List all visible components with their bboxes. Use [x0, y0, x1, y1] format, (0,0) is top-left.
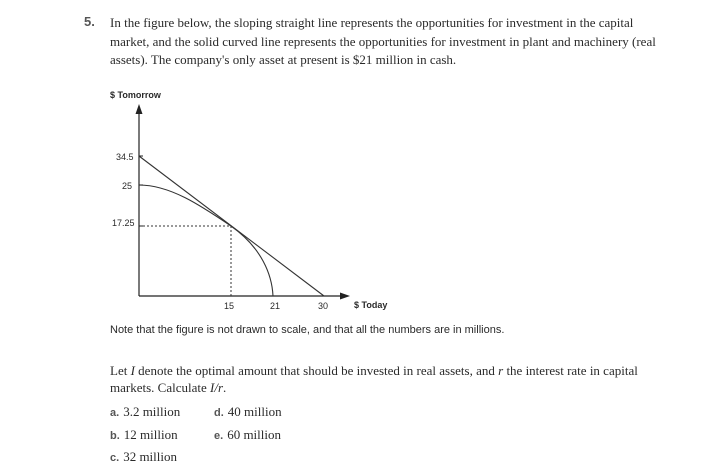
x-tick-label: 30 — [318, 301, 329, 311]
x-tick-label: 21 — [270, 301, 281, 311]
question-prompt: Let I denote the optimal amount that should be invested in real assets, and r the interest rate in capital markets. Calculate I/r. — [110, 363, 638, 395]
variable-i: I — [130, 363, 135, 378]
question-number: 5. — [84, 14, 95, 29]
x-axis-label: $ Today — [354, 300, 388, 310]
y-tick-label: 25 — [122, 181, 133, 191]
option-d[interactable]: d. 40 million — [214, 404, 282, 419]
x-tick-label: 15 — [224, 301, 235, 311]
option-e[interactable]: e. 60 million — [214, 427, 281, 442]
y-axis-label: $ Tomorrow — [110, 90, 161, 100]
y-tick-label: 34.5 — [116, 152, 134, 162]
variable-r: r — [498, 363, 504, 378]
option-b[interactable]: b. 12 million — [110, 427, 178, 442]
question-body: In the figure below, the sloping straight line represents the opportunities for investment in the capital market, and the solid curved line represents the opportunities for investment in plant and machinery (real assets). The company's only asset at present is $21 million in cash. — [110, 15, 656, 67]
option-c[interactable]: c. 32 million — [110, 449, 177, 464]
y-tick-label: 17.25 — [112, 218, 135, 228]
x-axis-arrow — [340, 293, 350, 300]
real-asset-curve — [139, 185, 273, 296]
y-axis-arrow — [136, 104, 143, 114]
option-a[interactable]: a. 3.2 million — [110, 404, 181, 419]
figure-note: Note that the figure is not drawn to scale, and that all the numbers are in millions. — [110, 324, 505, 336]
expression: I/r — [210, 380, 223, 395]
